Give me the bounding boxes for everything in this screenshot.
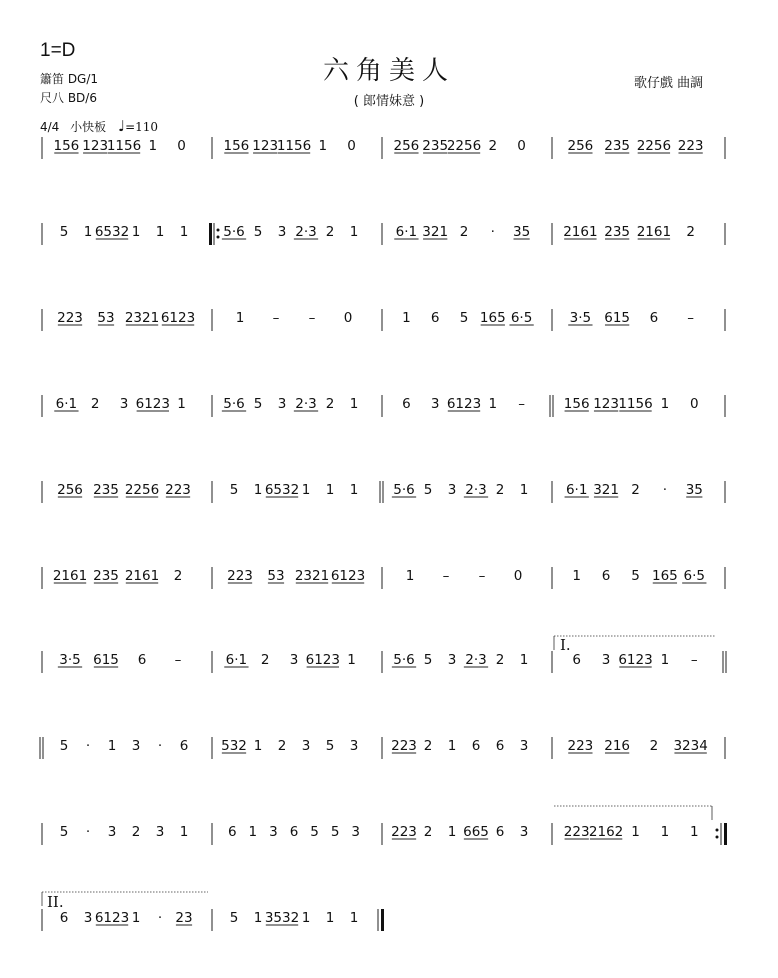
note-3-2-4: – — [518, 396, 525, 412]
note-4-3-3: · — [662, 482, 668, 498]
note-7-1-5: 3 — [349, 738, 359, 754]
note-4-0-3: 223 — [165, 482, 191, 498]
note-1-2-2: 2 — [459, 224, 469, 240]
note-0-0-2: 1156 — [106, 138, 142, 154]
note-6-1-1: 2 — [260, 652, 270, 668]
note-0-1-3: 1 — [318, 138, 328, 154]
note-1-2-4: 35 — [513, 224, 531, 240]
note-8-0-3: 2 — [131, 824, 141, 840]
note-7-1-0: 532 — [221, 738, 247, 754]
note-4-3-0: 6·1 — [565, 482, 588, 498]
note-6-2-1: 5 — [423, 652, 433, 668]
note-1-3-0: 2161 — [563, 224, 598, 240]
note-1-3-2: 2161 — [636, 224, 672, 240]
note-4-3-4: 35 — [685, 482, 703, 498]
note-0-1-2: 1156 — [276, 138, 312, 154]
note-6-3-1: 3 — [601, 652, 611, 668]
note-3-0-1: 2 — [90, 396, 100, 412]
note-7-2-2: 1 — [447, 738, 457, 754]
note-5-1-3: 6123 — [330, 568, 366, 584]
note-1-0-5: 1 — [179, 224, 189, 240]
volta-2-label: II. — [47, 893, 64, 911]
note-0-3-2: 2256 — [636, 138, 672, 154]
note-2-0-1: 53 — [97, 310, 115, 326]
note-1-0-4: 1 — [155, 224, 165, 240]
song-title: 六角美人 — [322, 56, 455, 86]
note-5-3-4: 6·5 — [683, 568, 706, 584]
note-5-0-2: 2161 — [124, 568, 160, 584]
note-3-1-2: 3 — [277, 396, 287, 412]
note-9-0-5: 23 — [175, 910, 193, 926]
note-3-2-2: 6123 — [446, 396, 482, 412]
note-9-1-1: 1 — [253, 910, 263, 926]
note-2-2-1: 6 — [430, 310, 440, 326]
note-3-0-0: 6·1 — [55, 396, 78, 412]
note-6-2-5: 1 — [519, 652, 529, 668]
note-3-1-1: 5 — [253, 396, 263, 412]
note-8-0-1: · — [85, 824, 91, 840]
note-4-1-4: 1 — [325, 482, 335, 498]
note-5-0-1: 235 — [93, 568, 119, 584]
note-5-1-2: 2321 — [294, 568, 330, 584]
note-3-1-5: 1 — [349, 396, 359, 412]
note-6-2-0: 5·6 — [393, 652, 415, 668]
note-4-2-5: 1 — [519, 482, 529, 498]
note-1-1-4: 2 — [325, 224, 335, 240]
volta-1-label: I. — [560, 636, 571, 654]
note-0-3-1: 235 — [604, 138, 631, 154]
note-8-3-3: 1 — [660, 824, 670, 840]
note-7-3-0: 223 — [567, 738, 594, 754]
note-4-0-2: 2256 — [124, 482, 160, 498]
note-2-2-3: 165 — [479, 310, 506, 326]
note-2-3-1: 615 — [604, 310, 631, 326]
note-8-1-3: 6 — [289, 824, 299, 840]
note-1-0-0: 5 — [59, 224, 69, 240]
barline-1-0 — [209, 223, 212, 245]
note-0-1-0: 156 — [223, 138, 250, 154]
barline-8-3-dot-top — [716, 829, 719, 832]
barline-8-3-dot-bottom — [716, 836, 719, 839]
note-8-0-0: 5 — [59, 824, 69, 840]
note-8-0-4: 3 — [155, 824, 165, 840]
note-1-1-2: 3 — [277, 224, 287, 240]
note-1-3-3: 2 — [686, 224, 695, 240]
note-7-1-1: 1 — [253, 738, 263, 754]
note-4-1-1: 1 — [253, 482, 263, 498]
note-9-1-5: 1 — [349, 910, 359, 926]
note-8-2-4: 6 — [495, 824, 505, 840]
note-6-3-4: – — [690, 652, 698, 668]
note-2-3-3: – — [687, 310, 694, 326]
note-5-1-1: 53 — [267, 568, 285, 584]
note-0-3-0: 256 — [567, 138, 594, 154]
note-4-3-1: 321 — [593, 482, 619, 498]
note-0-0-4: 0 — [177, 138, 186, 154]
note-4-2-0: 5·6 — [393, 482, 415, 498]
note-3-3-4: 0 — [690, 396, 699, 412]
note-5-2-3: 0 — [513, 568, 523, 584]
note-9-0-4: · — [157, 910, 163, 926]
note-2-2-0: 1 — [402, 310, 411, 326]
note-1-2-1: 321 — [422, 224, 449, 240]
note-9-1-2: 3532 — [264, 910, 300, 926]
note-2-1-2: – — [308, 310, 316, 326]
note-3-2-3: 1 — [488, 396, 498, 412]
note-7-2-3: 6 — [471, 738, 481, 754]
note-8-1-4: 5 — [310, 824, 319, 840]
note-7-0-1: · — [85, 738, 91, 754]
note-8-0-5: 1 — [179, 824, 189, 840]
note-3-3-0: 156 — [563, 396, 590, 412]
note-6-1-3: 6123 — [305, 652, 340, 668]
note-4-0-1: 235 — [93, 482, 119, 498]
note-9-0-1: 3 — [83, 910, 93, 926]
note-3-0-4: 1 — [177, 396, 186, 412]
note-6-0-2: 6 — [137, 652, 147, 668]
note-3-1-0: 5·6 — [223, 396, 245, 412]
note-2-1-1: – — [272, 310, 280, 326]
note-1-0-2: 6532 — [94, 224, 130, 240]
note-7-0-5: 6 — [179, 738, 189, 754]
note-2-1-3: 0 — [343, 310, 353, 326]
note-0-2-3: 2 — [488, 138, 498, 154]
note-7-3-3: 3234 — [673, 738, 708, 754]
note-6-0-3: – — [174, 652, 182, 668]
note-8-2-5: 3 — [519, 824, 529, 840]
note-0-2-0: 256 — [393, 138, 420, 154]
note-3-3-3: 1 — [660, 396, 670, 412]
note-4-2-1: 5 — [423, 482, 433, 498]
note-7-2-0: 223 — [391, 738, 417, 754]
song-subtitle: ( 郎情妹意 ) — [353, 94, 425, 109]
note-2-2-4: 6·5 — [510, 310, 533, 326]
quarter-note-icon: ♩ — [117, 117, 126, 135]
note-0-3-3: 223 — [677, 138, 704, 154]
note-1-1-1: 5 — [253, 224, 263, 240]
note-8-0-2: 3 — [107, 824, 117, 840]
note-4-2-2: 3 — [447, 482, 457, 498]
note-7-0-4: · — [157, 738, 163, 754]
note-4-1-0: 5 — [229, 482, 239, 498]
note-0-0-3: 1 — [148, 138, 158, 154]
note-7-0-0: 5 — [59, 738, 69, 754]
note-0-1-1: 123 — [252, 138, 279, 154]
note-6-2-4: 2 — [495, 652, 505, 668]
note-6-3-3: 1 — [660, 652, 670, 668]
note-7-0-3: 3 — [131, 738, 141, 754]
note-1-1-5: 1 — [349, 224, 359, 240]
note-7-3-1: 216 — [604, 738, 631, 754]
note-4-1-3: 1 — [301, 482, 311, 498]
note-3-2-0: 6 — [402, 396, 411, 412]
note-6-2-3: 2·3 — [465, 652, 487, 668]
barline-9-1-b — [381, 909, 384, 931]
note-9-1-4: 1 — [325, 910, 335, 926]
note-5-0-0: 2161 — [52, 568, 88, 584]
note-5-3-0: 1 — [572, 568, 581, 584]
note-0-2-2: 2256 — [446, 138, 482, 154]
note-6-2-2: 3 — [447, 652, 457, 668]
note-6-3-0: 6 — [572, 652, 581, 668]
note-1-0-3: 1 — [131, 224, 141, 240]
note-9-1-3: 1 — [301, 910, 311, 926]
note-0-2-4: 0 — [517, 138, 526, 154]
note-7-1-4: 5 — [325, 738, 335, 754]
note-6-1-0: 6·1 — [225, 652, 248, 668]
note-8-2-0: 223 — [391, 824, 417, 840]
note-5-3-2: 5 — [631, 568, 640, 584]
note-9-0-0: 6 — [59, 910, 69, 926]
note-7-2-5: 3 — [519, 738, 529, 754]
note-7-1-3: 3 — [301, 738, 311, 754]
note-6-1-2: 3 — [289, 652, 299, 668]
note-1-2-0: 6·1 — [395, 224, 418, 240]
barline-1-0-dot-top — [217, 229, 220, 232]
barline-1-0-dot-bottom — [217, 236, 220, 239]
note-6-0-1: 615 — [93, 652, 119, 668]
note-2-0-0: 223 — [57, 310, 83, 326]
note-2-0-2: 2321 — [124, 310, 160, 326]
note-3-3-1: 123 — [593, 396, 619, 412]
note-9-0-3: 1 — [131, 910, 141, 926]
note-8-3-4: 1 — [690, 824, 699, 840]
note-5-0-3: 2 — [173, 568, 183, 584]
note-1-1-3: 2·3 — [295, 224, 317, 240]
note-3-0-2: 3 — [119, 396, 129, 412]
note-8-1-6: 3 — [351, 824, 361, 840]
note-8-3-1: 2162 — [588, 824, 624, 840]
note-1-2-3: · — [490, 224, 495, 240]
instrument-line-1: 簫笛 DG/1 — [40, 72, 99, 86]
note-5-2-1: – — [442, 568, 450, 584]
note-2-3-0: 3·5 — [569, 310, 592, 326]
note-0-2-1: 235 — [422, 138, 449, 154]
key-signature: 1=D — [40, 40, 76, 61]
composer-credit: 歌仔戲 曲調 — [634, 76, 704, 91]
note-8-3-0: 223 — [563, 824, 590, 840]
note-7-3-2: 2 — [649, 738, 659, 754]
note-9-1-0: 5 — [229, 910, 239, 926]
note-4-2-3: 2·3 — [465, 482, 487, 498]
note-3-1-3: 2·3 — [295, 396, 317, 412]
note-8-1-1: 1 — [248, 824, 258, 840]
note-6-1-4: 1 — [347, 652, 356, 668]
note-8-1-0: 6 — [227, 824, 237, 840]
note-4-2-4: 2 — [495, 482, 505, 498]
note-5-2-2: – — [478, 568, 486, 584]
note-4-3-2: 2 — [631, 482, 640, 498]
note-5-3-3: 165 — [652, 568, 678, 584]
time-signature: 4/4 — [40, 120, 60, 134]
tempo-bpm: =110 — [125, 120, 159, 134]
note-9-0-2: 6123 — [94, 910, 130, 926]
note-6-3-2: 6123 — [618, 652, 653, 668]
note-0-0-0: 156 — [53, 138, 80, 154]
note-8-3-2: 1 — [631, 824, 640, 840]
note-5-2-0: 1 — [405, 568, 415, 584]
note-8-1-2: 3 — [269, 824, 278, 840]
note-4-0-0: 256 — [57, 482, 83, 498]
note-1-0-1: 1 — [83, 224, 93, 240]
note-4-1-5: 1 — [349, 482, 359, 498]
note-2-2-2: 5 — [459, 310, 469, 326]
note-7-1-2: 2 — [277, 738, 287, 754]
note-7-2-1: 2 — [423, 738, 433, 754]
note-6-0-0: 3·5 — [59, 652, 81, 668]
note-8-2-1: 2 — [423, 824, 433, 840]
note-1-3-1: 235 — [604, 224, 631, 240]
note-5-1-0: 223 — [227, 568, 253, 584]
note-2-0-3: 6123 — [160, 310, 196, 326]
instrument-line-2: 尺八 BD/6 — [40, 91, 97, 105]
note-8-2-3: 665 — [463, 824, 489, 840]
note-8-2-2: 1 — [447, 824, 457, 840]
note-5-3-1: 6 — [601, 568, 611, 584]
barline-8-3-b — [724, 823, 727, 845]
note-3-3-2: 1156 — [618, 396, 653, 412]
note-7-2-4: 6 — [495, 738, 505, 754]
note-3-2-1: 3 — [430, 396, 440, 412]
note-3-1-4: 2 — [325, 396, 335, 412]
note-3-0-3: 6123 — [135, 396, 170, 412]
note-0-0-1: 123 — [82, 138, 109, 154]
note-2-3-2: 6 — [649, 310, 659, 326]
note-7-0-2: 1 — [107, 738, 117, 754]
note-1-1-0: 5·6 — [223, 224, 245, 240]
note-0-1-4: 0 — [347, 138, 356, 154]
note-8-1-5: 5 — [330, 824, 340, 840]
note-4-1-2: 6532 — [264, 482, 300, 498]
note-2-1-0: 1 — [235, 310, 245, 326]
tempo-marking: 小快板 — [70, 120, 107, 134]
